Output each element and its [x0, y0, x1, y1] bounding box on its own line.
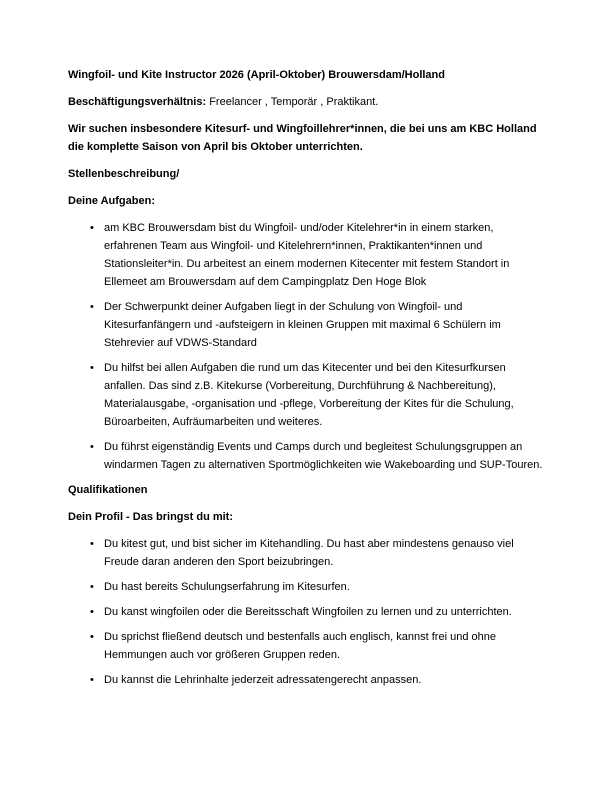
tasks-list	[68, 219, 546, 474]
employment-label: Beschäftigungsverhältnis:	[68, 96, 207, 108]
intro-paragraph: Wir suchen insbesondere Kitesurf- und Wingfoillehrer*innen, die bei uns am KBC Holland die komplette Saison von April bis Oktober unterrichten.	[68, 123, 537, 153]
profile-item: • Du kannst die Lehrinhalte jederzeit adressatengerecht anpassen.	[68, 671, 546, 689]
employment-line	[68, 93, 546, 111]
task-item: • Du hilfst bei allen Aufgaben die rund um das Kitecenter und bei den Kitesurfkursen anfallen. Das sind z.B. Kitekurse (Vorbereitung, Durchführung & Nachbereitung), Materialausgabe, -organisation und -pflege, Vorbereitung der Kites für die Schulung, Büroarbeiten, Aufräumarbeiten und weiteres.	[68, 359, 546, 431]
profile-item: • Du sprichst fließend deutsch und bestenfalls auch englisch, kannst frei und ohne Hemmungen auch vor größeren Gruppen reden.	[68, 628, 546, 664]
qualifications-heading: Qualifikationen	[68, 484, 148, 496]
profile-item: • Du kitest gut, und bist sicher im Kitehandling. Du hast aber mindestens genauso viel Freude daran anderen den Sport beizubringen.	[68, 535, 546, 571]
tasks-heading: Deine Aufgaben:	[68, 195, 155, 207]
job-description-heading: Stellenbeschreibung/	[68, 168, 180, 180]
employment-value: Freelancer , Temporär , Praktikant.	[206, 96, 379, 108]
task-item: • Der Schwerpunkt deiner Aufgaben liegt in der Schulung von Wingfoil- und Kitesurfanfängern und -aufsteigern in kleinen Gruppen mit maximal 6 Schülern im Stehrevier auf VDWS-Standard	[68, 298, 546, 352]
profile-item: • Du hast bereits Schulungserfahrung im Kitesurfen.	[68, 578, 546, 596]
job-title: Wingfoil- und Kite Instructor 2026 (April-Oktober) Brouwersdam/Holland	[68, 69, 445, 81]
profile-heading: Dein Profil - Das bringst du mit:	[68, 511, 234, 523]
profile-item: • Du kanst wingfoilen oder die Bereitsschaft Wingfoilen zu lernen und zu unterrichten.	[68, 603, 546, 621]
profile-list	[68, 535, 546, 689]
task-item: • am KBC Brouwersdam bist du Wingfoil- und/oder Kitelehrer*in in einem starken, erfahrenen Team aus Wingfoil- und Kitelehrern*innen, Praktikanten*innen und Stationsleiter*in. Du arbeitest an einem modernen Kitecenter mit festem Standort in Ellemeet am Brouwersdam auf dem Campingplatz Den Hoge Blok	[68, 219, 546, 291]
task-item: • Du führst eigenständig Events und Camps durch und begleitest Schulungsgruppen an windarmen Tagen zu alternativen Sportmöglichkeiten wie Wakeboarding und SUP-Touren.	[68, 438, 546, 474]
